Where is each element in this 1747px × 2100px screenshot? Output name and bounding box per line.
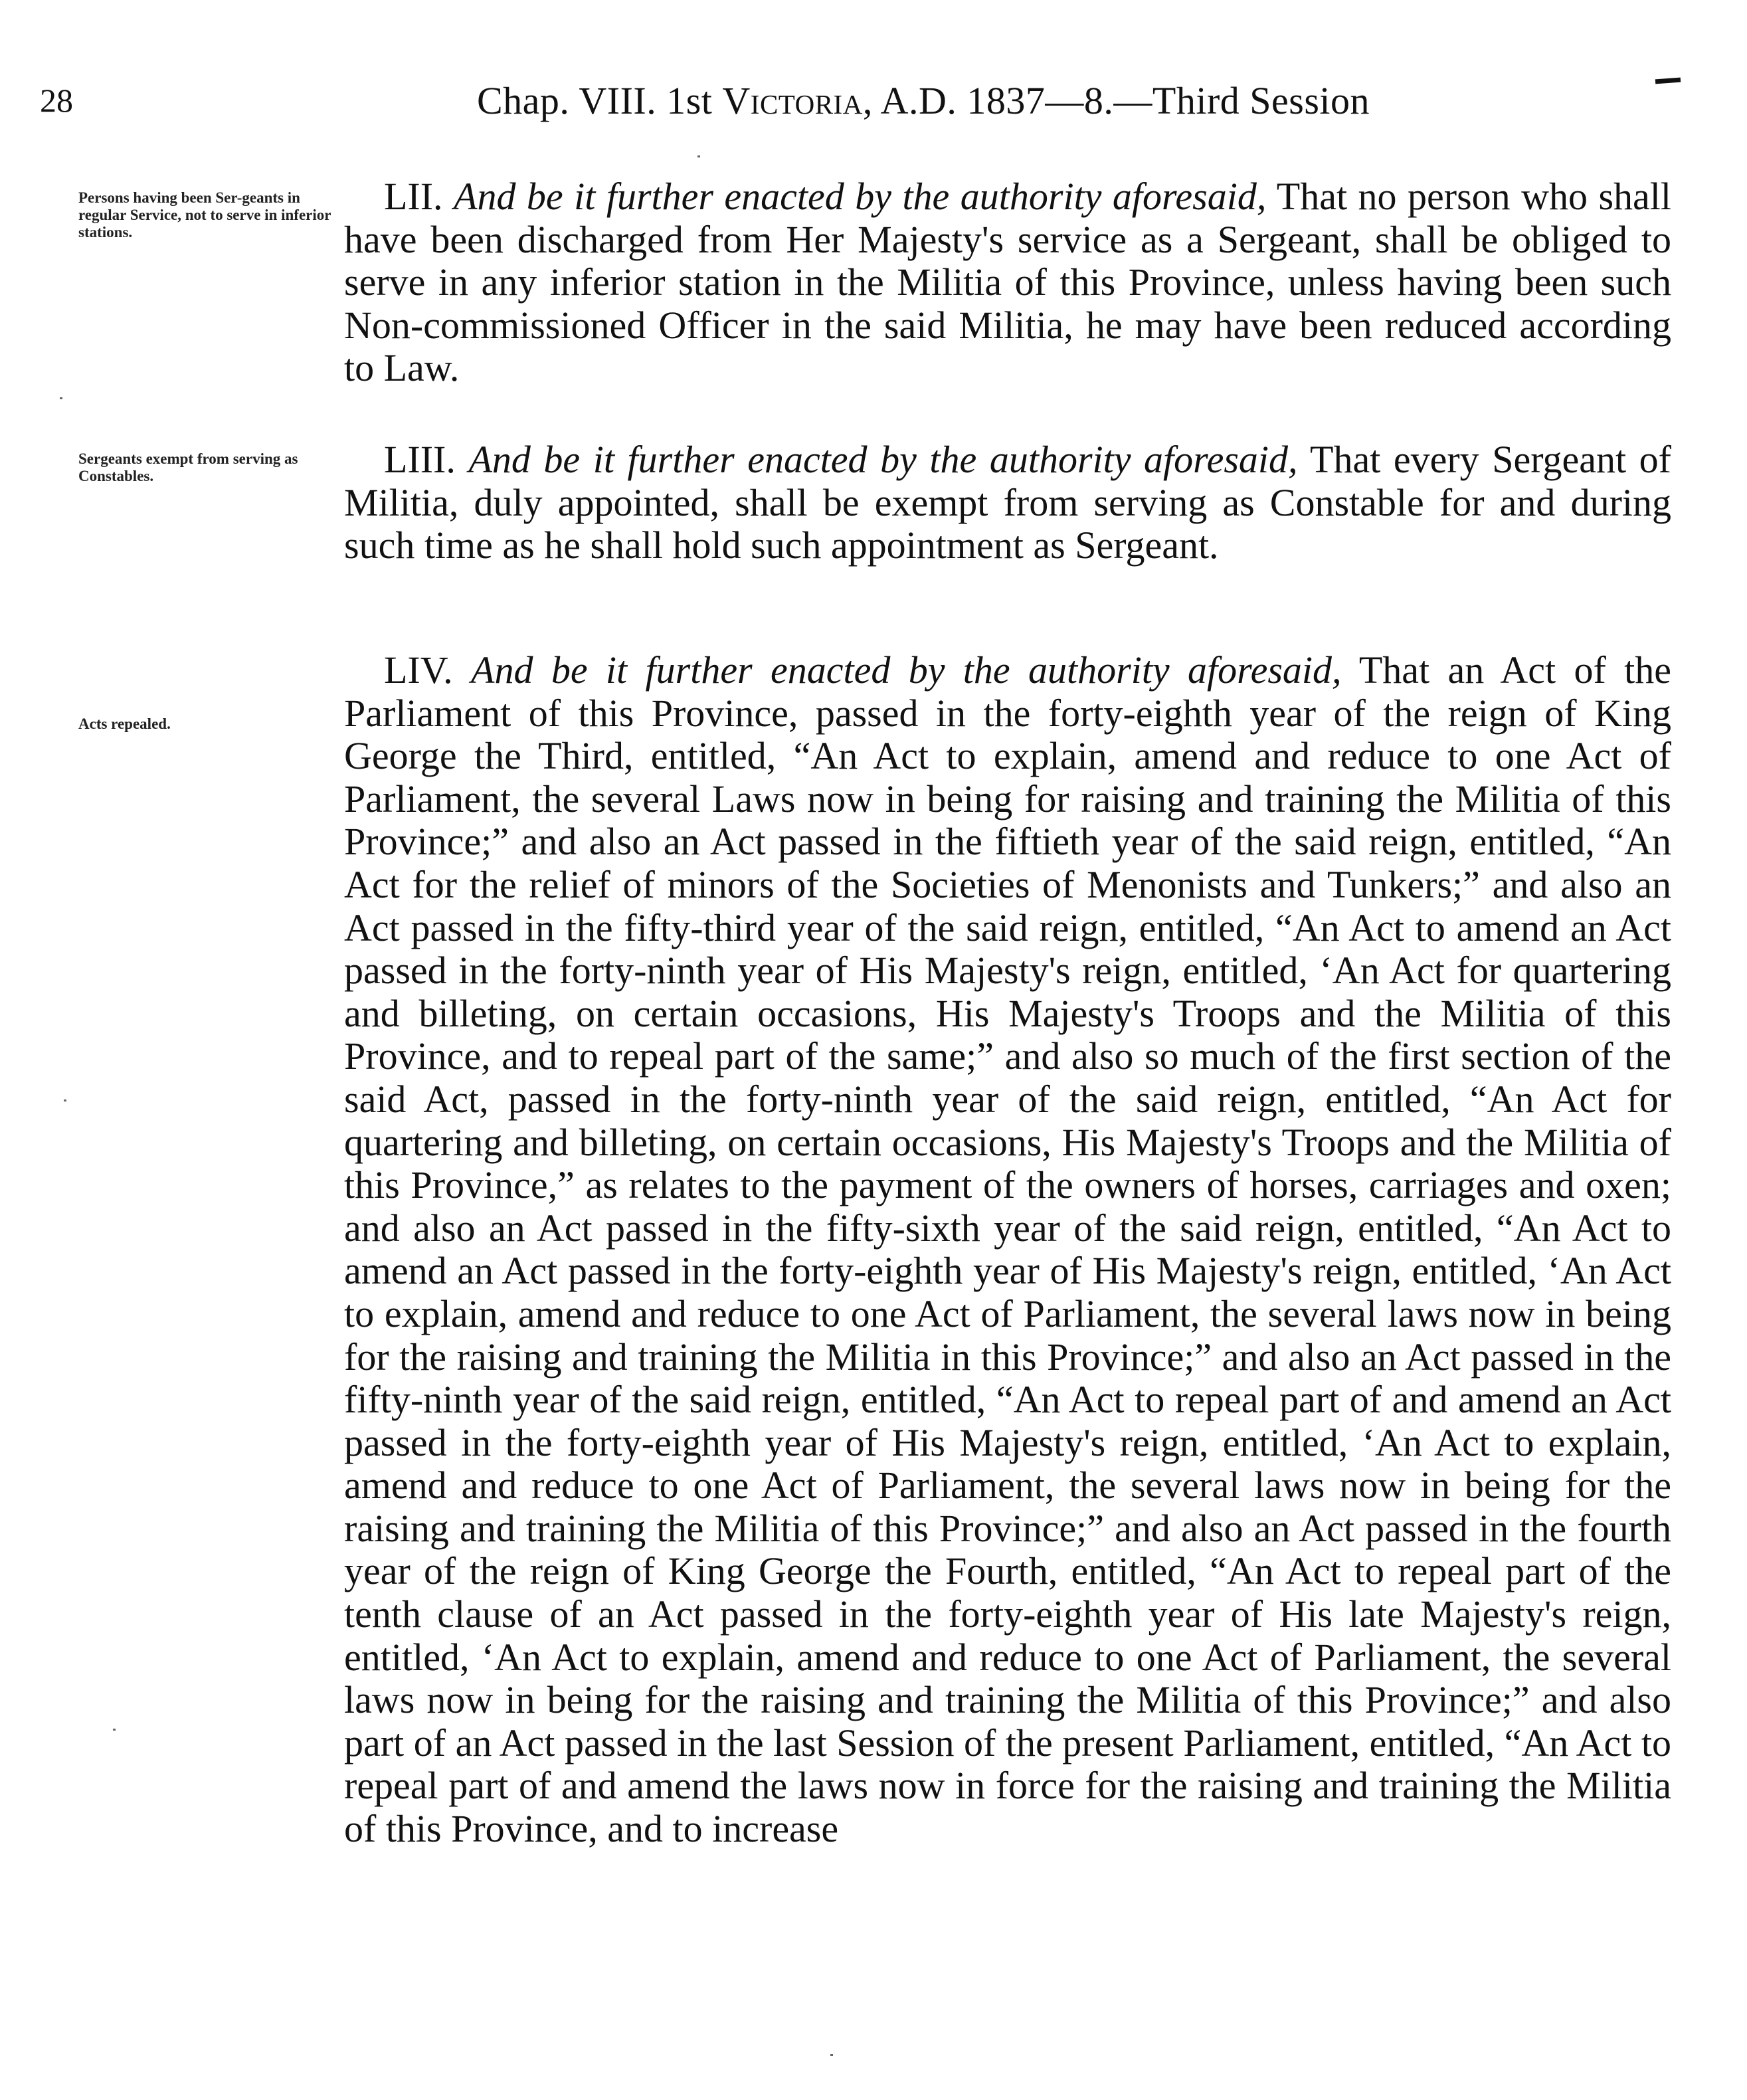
running-head-prefix: Chap. VIII. 1st xyxy=(477,79,723,122)
marginal-note-liv: Acts repealed. xyxy=(78,716,171,732)
section-body: That every Sergeant of Militia, duly appointed, shall be exempt from serving as Constable for and during such time as he shall hold such appointment as Sergeant. xyxy=(344,438,1671,567)
section-liv xyxy=(344,649,1671,1851)
section-number: LIII. xyxy=(384,438,456,481)
section-lii xyxy=(344,175,1671,390)
scan-speck xyxy=(830,2054,833,2056)
printer-mark xyxy=(1655,78,1681,84)
scan-speck xyxy=(64,1099,66,1101)
enacting-clause: And be it further enacted by the authority aforesaid, xyxy=(468,438,1298,481)
scan-speck xyxy=(697,155,700,157)
running-head-suffix: , A.D. 1837—8.—Third Session xyxy=(862,79,1370,122)
scan-speck xyxy=(113,1729,116,1731)
enacting-clause: And be it further enacted by the authority aforesaid, xyxy=(471,648,1342,692)
section-number: LIV. xyxy=(384,648,453,692)
section-body: That no person who shall have been discharged from Her Majesty's service as a Sergeant, shall be obliged to serve in any inferior station in the Militia of this Province, unless having been such Non-commissioned Officer in the said Militia, he may have been reduced according to Law. xyxy=(344,175,1671,390)
page-number: 28 xyxy=(40,82,73,119)
marginal-note-liii: Sergeants exempt from serving as Constables. xyxy=(78,450,298,484)
section-number: LII. xyxy=(384,175,443,218)
scan-speck xyxy=(60,397,62,399)
enacting-clause: And be it further enacted by the authority aforesaid, xyxy=(454,175,1267,218)
section-body: That an Act of the Parliament of this Province, passed in the forty-eighth year of the reign of King George the Third, entitled, “An Act to explain, amend and reduce to one Act of Parliament, the several Laws now in being for raising and training the Militia of this Province;” and also an Act passed in the fiftieth year of the said reign, entitled, “An Act for the relief of minors of the Societies of Menonists and Tunkers;” and also an Act passed in the fifty-third year of the said reign, entitled, “An Act to amend an Act passed in the forty-ninth year of His Majesty's reign, entitled, ‘An Act for quartering and billeting, on certain occasions, His Majesty's Troops and the Militia of this Province, and to repeal part of the same;” and also so much of the first section of the said Act, passed in the forty-ninth year of the said reign, entitled, “An Act for quartering and billeting, on certain occasions, His Majesty's Troops and the Militia of this Province,” as relates to the payment of the owners of horses, carriages and oxen; and also an Act passed in the fifty-sixth year of the said reign, entitled, “An Act to amend an Act passed in the forty-eighth year of His Majesty's reign, entitled, ‘An Act to explain, amend and reduce to one Act of Parliament, the several laws now in being for the raising and training the Militia in this Province;” and also an Act passed in the fifty-ninth year of the said reign, entitled, “An Act to repeal part of and amend an Act passed in the forty-eighth year of His Majesty's reign, entitled, ‘An Act to explain, amend and reduce to one Act of Parliament, the several laws now in being for the raising and training the Militia of this Province;” and also an Act passed in the fourth year of the reign of King George the Fourth, entitled, “An Act to repeal part of the tenth clause of an Act passed in the forty-eighth year of His late Majesty's reign, entitled, ‘An Act to explain, amend and reduce to one Act of Parliament, the several laws now in being for the raising and training the Militia of this Province;” and also part of an Act passed in the last Session of the present Parliament, entitled, “An Act to repeal part of and amend the laws now in force for the raising and training the Militia of this Province, and to increase xyxy=(344,648,1672,1851)
section-liii xyxy=(344,438,1671,567)
marginal-note-lii: Persons having been Ser-geants in regular Service, not to serve in inferior stations. xyxy=(78,189,331,240)
running-head-smallcaps: Victoria xyxy=(722,79,863,122)
running-head xyxy=(477,78,1370,123)
